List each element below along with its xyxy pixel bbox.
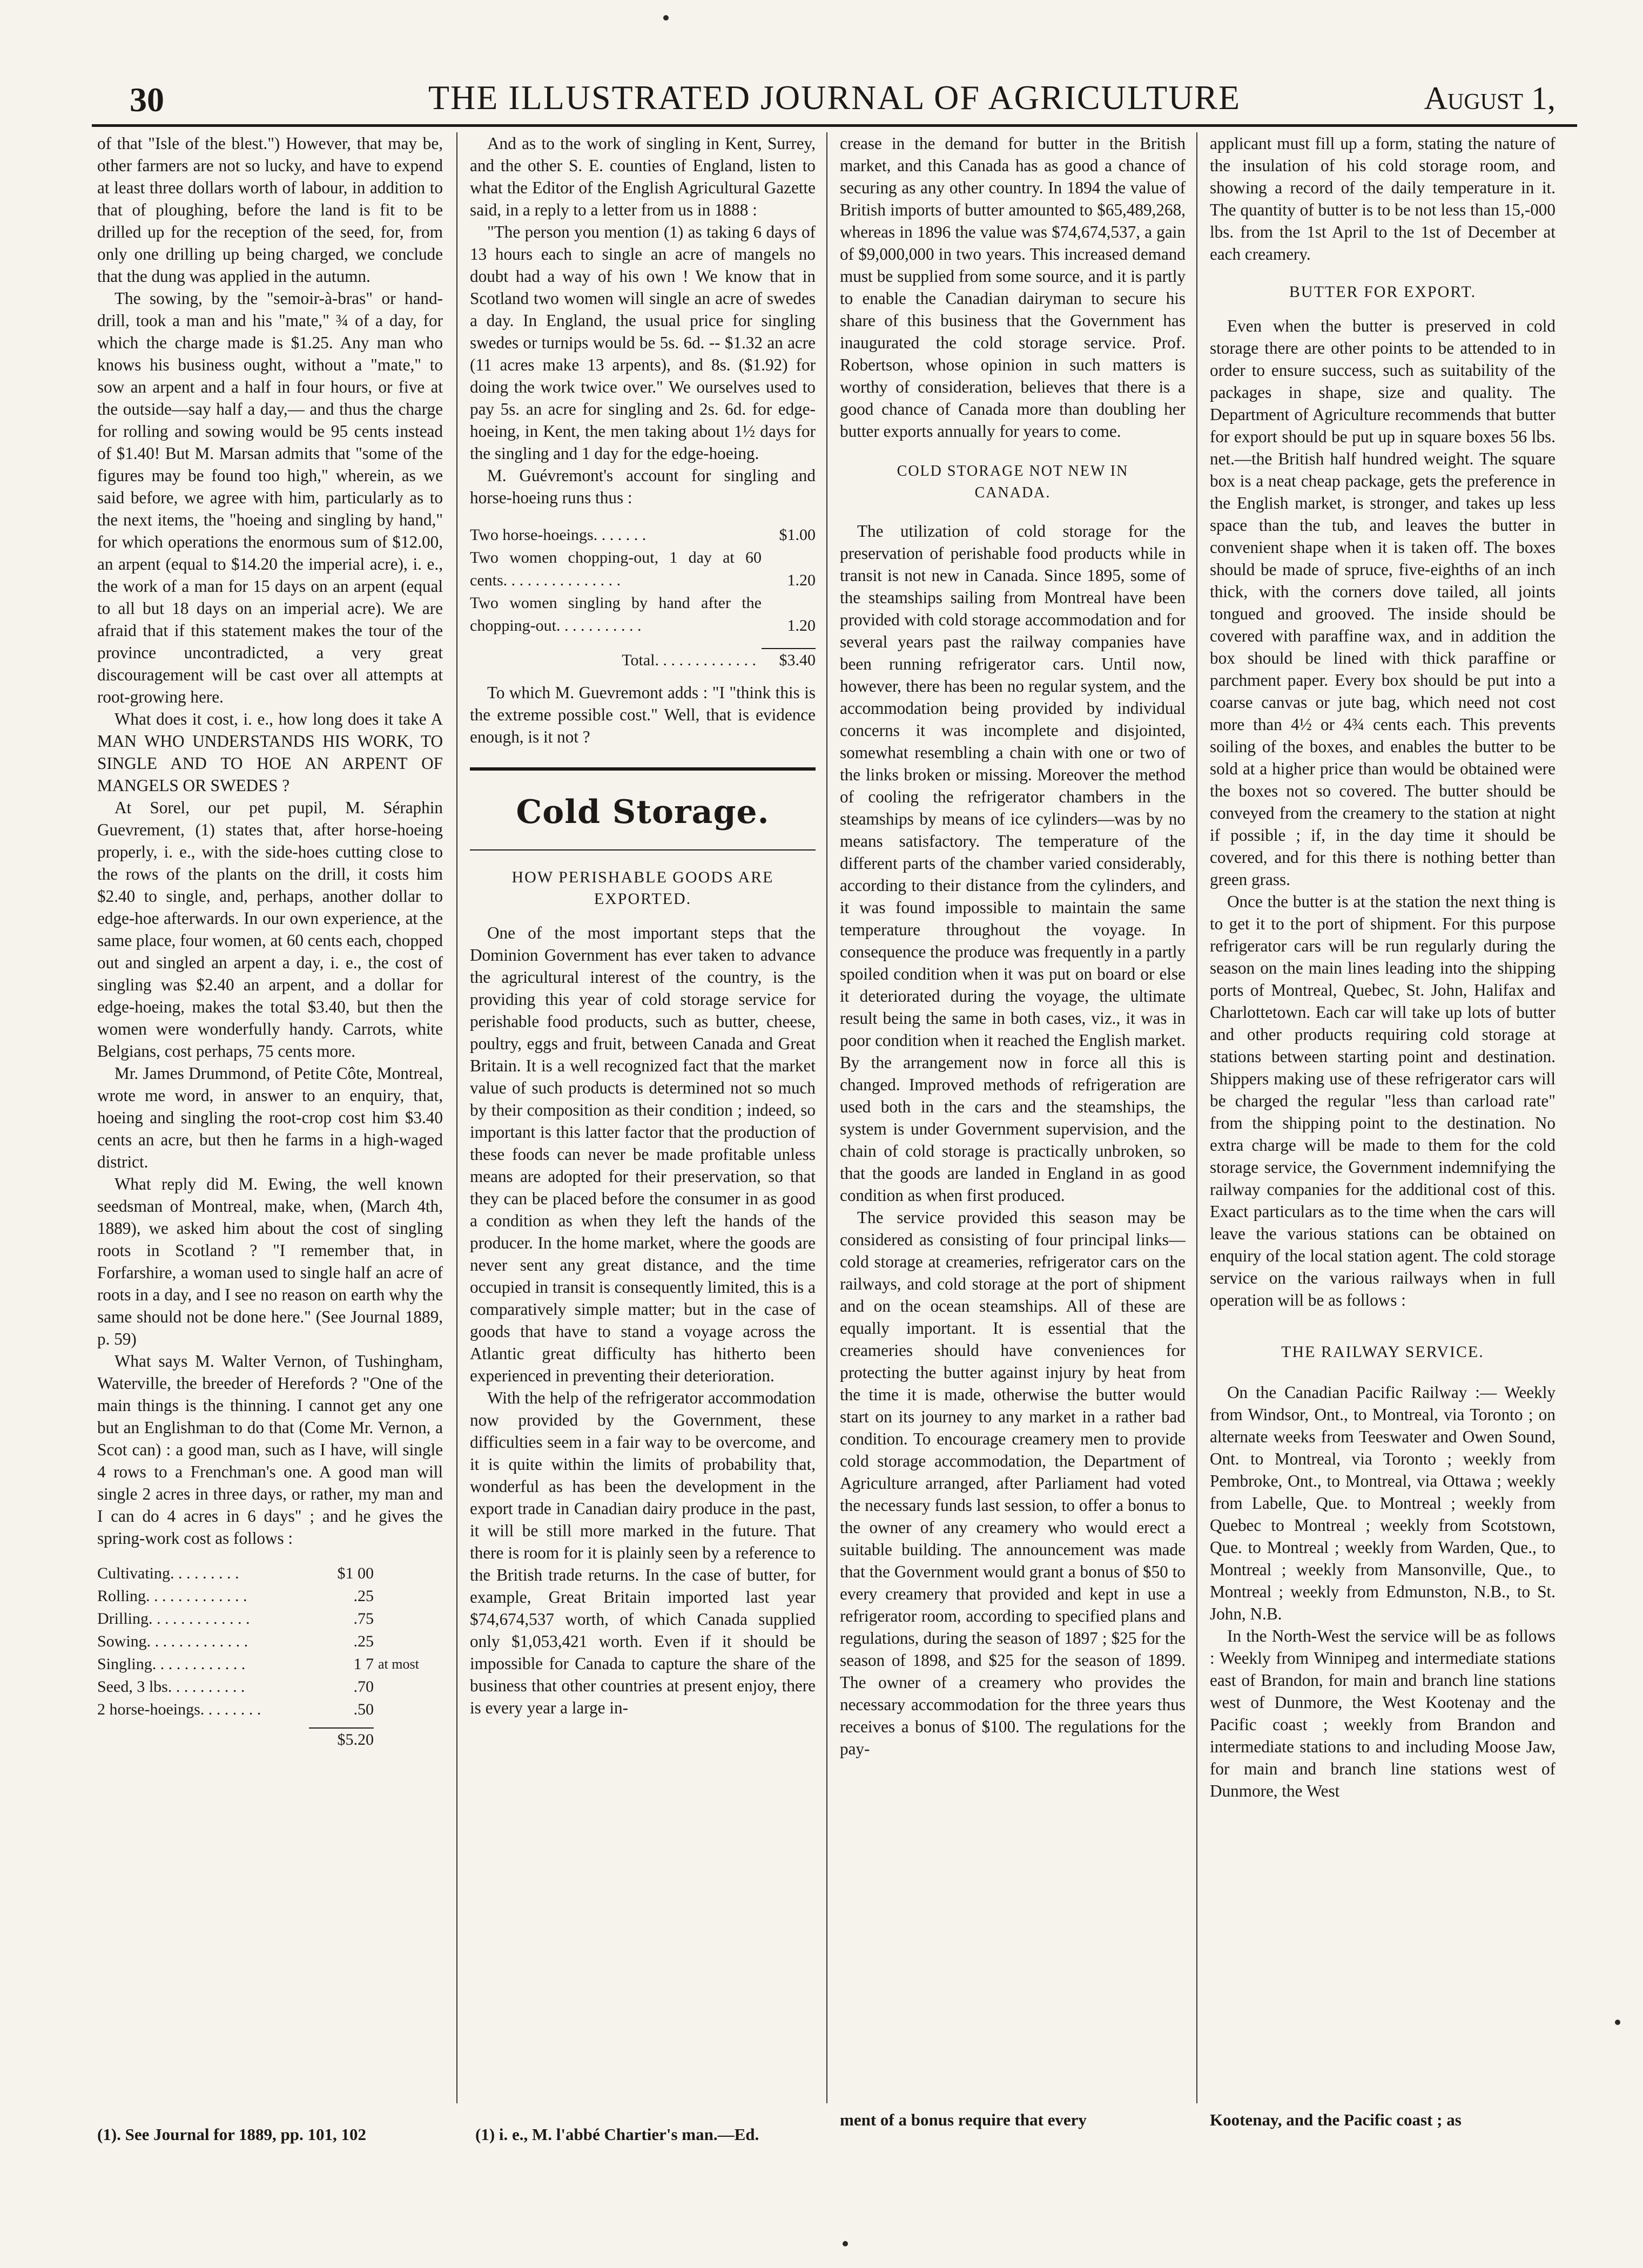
table-row	[97, 1653, 443, 1676]
table-row	[97, 1585, 443, 1608]
cost-note	[374, 1585, 443, 1608]
subhead: BUTTER FOR EXPORT.	[1289, 283, 1477, 301]
cost-item: Singling. . . . . . . . . . . .	[97, 1655, 246, 1673]
table-row	[470, 524, 816, 546]
cost-note	[374, 1608, 443, 1630]
table-row	[97, 1562, 443, 1585]
footnote: (1). See Journal for 1889, pp. 101, 102	[97, 2125, 367, 2144]
cost-item: Sowing. . . . . . . . . . . . .	[97, 1632, 248, 1650]
paragraph: applicant must fill up a form, stating the nature of the insulation of his cold storage room, and showing a record of the daily temperature in it. The quantity of butter is to be not less than 15,-000 lbs. from the 1st April to the 1st of December at each creamery.	[1210, 134, 1556, 264]
column-2	[470, 132, 816, 2103]
footnote: (1) i. e., M. l'abbé Chartier's man.—Ed.	[475, 2125, 759, 2144]
column-1	[97, 132, 443, 2103]
cost-amount: .25	[353, 1632, 374, 1650]
cost-total: $3.40	[779, 651, 816, 669]
paragraph: Once the butter is at the station the next thing is to get it to the port of shipment. For this purpose refrigerator cars will be run regularly during the season on the main lines leading into the shipping ports of Montreal, Quebec, St. John, Halifax and Charlottetown. Each car will take up lots of butter and other products requiring cold storage at stations between starting point and destination. Shippers making use of these refrigerator cars will be charged the regular "less than carload rate" from the shipping point to the destination. No extra charge will be made to them for the cold storage service, the Government indemnifying the railway companies for the additional cost of this. Exact particulars as to the time when the cars will leave the various stations can be obtained on enquiry of the local station agent. The cold storage service on the various railways when in full operation will be as follows :	[1210, 892, 1556, 1310]
cost-item: Seed, 3 lbs. . . . . . . . . .	[97, 1678, 245, 1696]
cost-note	[374, 1698, 443, 1721]
cost-item: Two horse-hoeings. . . . . . .	[470, 526, 647, 544]
paragraph: Mr. James Drummond, of Petite Côte, Montreal, wrote me word, in answer to an enquiry, that, hoeing and singling the root-crop cost him $3.40 cents an acre, but then he farms in a high-waged district.	[97, 1064, 443, 1171]
paragraph: The service provided this season may be considered as consisting of four principal links—cold storage at creameries, refrigerator cars on the railways, and cold storage at the port of shipment and on the ocean steamships. All of these are equally important. It is essential that the creameries should have conveniences for protecting the butter against injury by heat from the time it is made, otherwise the butter would start on its journey to any market in a rather bad condition. To encourage creamery men to provide cold storage accommodation, the Department of Agriculture arranged, after Parliament had voted the necessary funds last session, to offer a bonus to the owner of any creamery who would erect a suitable building. The announcement was made that the Government would grant a bonus of $50 to every creamery that provided and kept in use a refrigerator room, according to specified plans and regulations, during the season of 1897 ; $25 for the season of 1898, and $25 for the season of 1899. The owner of a creamery who provides the necessary accommodation for the three years thus receives a bonus of $100. The regulations for the pay-	[840, 1208, 1186, 1758]
paragraph: The sowing, by the "semoir-à-bras" or hand-drill, took a man and his "mate," ¾ of a day, for which the charge made is $1.25. Any man who knows his business ought, without a "mate," to sow an arpent and a half in four hours, or five at the outside—say half a day,— and thus the charge for rolling and sowing would be 95 cents instead of $1.40! But M. Marsan admits that "some of the figures may be found too high," wherein, as we said before, we agree with him, particularly as to the next items, the "hoeing and singling by hand," for which operations the enormous sum of $12.00, an arpent (equal to $14.20 the imperial acre), i. e., the work of a man for 15 days on an arpent (equal to all but 18 days on an imperial acre). We are afraid that if this statement makes the tour of the province uncontradicted, a very great discouragement will be cast over all attempts at root-growing here.	[97, 289, 443, 706]
journal-title: THE ILLUSTRATED JOURNAL OF AGRICULTURE	[428, 78, 1241, 117]
cost-amount: 1.20	[787, 617, 816, 634]
column-3-tail: ment of a bonus require that every	[840, 2110, 1087, 2129]
paragraph: What does it cost, i. e., how long does it take A MAN WHO UNDERSTANDS HIS WORK, TO SINGLE AND TO HOE AN ARPENT OF MANGELS OR SWEDES ?	[97, 710, 443, 795]
paragraph: of that "Isle of the blest.") However, that may be, other farmers are not so lucky, and have to expend at least three dollars worth of labour, in addition to that of ploughing, before the land is fit to be drilled up for the reception of the seed, for, from only one drilling up being charged, we conclude that the dung was applied in the autumn.	[97, 134, 443, 286]
cost-item: Cultivating. . . . . . . . .	[97, 1564, 239, 1582]
paragraph: At Sorel, our pet pupil, M. Séraphin Guevrement, (1) states that, after horse-hoeing properly, i. e., with the side-hoes cutting close to the rows of the plants on the drill, it costs him $2.40 to single, and, perhaps, another dollar to edge-hoe afterwards. In our own experience, at the same place, four women, at 60 cents each, chopped out and singled an arpent a day, i. e., the cost of singling was $2.40 an arpent, and a dollar for edge-hoeing, makes the total $3.40, but then the women were wonderfully handy. Carrots, white Belgians, cost perhaps, 75 cents more.	[97, 798, 443, 1061]
cost-item: Two women chopping-out, 1 day at 60 cents. . . . . . . . . . . . . . .	[470, 549, 762, 589]
paragraph: "The person you mention (1) as taking 6 days of 13 hours each to single an acre of mangels no doubt had a way of his own ! We know that in Scotland two women will single an acre of swedes a day. In England, the usual price for singling swedes or turnips would be 5s. 6d. -- $1.32 an acre (11 acres make 13 arpents), and 8s. ($1.92) for doing the work twice over." We ourselves used to pay 5s. an acre for singling and 2s. 6d. for edge-hoeing, in Kent, the men taking about 1½ days for the singling and 1 day for the edge-hoeing.	[470, 222, 816, 463]
table-row	[97, 1698, 443, 1721]
cost-amount: $1 00	[337, 1564, 374, 1582]
cost-amount: .75	[353, 1610, 374, 1628]
column-3	[840, 132, 1186, 2103]
subhead: THE RAILWAY SERVICE.	[1281, 1343, 1484, 1361]
column-4-tail: Kootenay, and the Pacific coast ; as	[1210, 2110, 1462, 2129]
divider	[470, 849, 816, 850]
table-row	[470, 592, 816, 637]
table-row	[470, 546, 816, 592]
cost-note: at most	[378, 1656, 419, 1672]
paragraph: One of the most important steps that the Dominion Government has ever taken to advance the agricultural interest of the country, is the providing this year of cold storage service for perishable food products, such as butter, cheese, poultry, eggs and fruit, between Canada and Great Britain. It is a well recognized fact that the market value of such products is determined not so much by their composition as their condition ; indeed, so important is this latter factor that the production of these foods can never be made profitable unless means are adopted for their preservation, so that they can be placed before the consumer in as good a condition as when they left the hands of the producer. In the home market, where the goods are never sent any great distance, and the time occupied in transit is consequently limited, this is a comparatively simple matter; but in the case of goods that have to stand a voyage across the Atlantic great difficulty has hitherto been experienced in preventing their deterioration.	[470, 923, 816, 1385]
cost-amount: $1.00	[779, 526, 816, 544]
paragraph: What reply did M. Ewing, the well known seedsman of Montreal, make, when, (March 4th, 1889), we asked him about the cost of singling roots in Scotland ? "I remember that, in Forfarshire, a woman used to single half an acre of roots in a day, and I see no reason on earth why the same should not be done here." (See Journal 1889, p. 59)	[97, 1174, 443, 1348]
sum-rule	[309, 1727, 374, 1729]
cost-item: 2 horse-hoeings. . . . . . . .	[97, 1700, 261, 1718]
section-divider	[470, 767, 816, 771]
paragraph: To which M. Guevremont adds : "I "think this is the extreme possible cost." Well, that is evidence enough, is it not ?	[470, 683, 816, 746]
cost-note	[374, 1676, 443, 1698]
total-label: Total. . . . . . . . . . . . .	[622, 651, 756, 669]
paragraph: With the help of the refrigerator accommodation now provided by the Government, these difficulties seem in a fair way to be overcome, and it is quite within the limits of probability that, wonderful as has been the development in the export trade in Canadian dairy produce in the past, it will be still more marked in the future. That there is room for it is plainly seen by a reference to the British trade returns. In the case of butter, for example, Great Britain imported last year $74,674,537 worth, of which Canada supplied only $1,053,421 worth. Even if it should be impossible for Canada to capture the share of the business that other countries at present enjoy, there is every year a large in-	[470, 1388, 816, 1717]
table-row	[97, 1608, 443, 1630]
column-rule	[826, 132, 827, 2103]
cost-amount: 1 7	[353, 1655, 374, 1673]
cost-total: $5.20	[337, 1731, 374, 1749]
cost-item: Rolling. . . . . . . . . . . . .	[97, 1587, 247, 1605]
section-title: Cold Storage.	[516, 793, 770, 831]
hoeing-cost-table	[470, 524, 816, 672]
paragraph: The utilization of cold storage for the preservation of perishable food products while in transit is not new in Canada. Since 1895, some of the steamships sailing from Montreal have been provided with cold storage accommodation and for several years past the railway companies have been running refrigerator cars. Until now, however, there has been no regular system, and the accommodation being provided by individual concerns it was incomplete and disjointed, somewhat resembling a chain with one or two of the links broken or missing. Moreover the method of cooling the refrigerator chambers in the steamships by means of ice cylinders—was by no means satisfactory. The temperature of the different parts of the chamber varied considerably, according to their distance from the cylinders, and it was found impossible to maintain the same temperature throughout the voyage. In consequence the produce was frequently in a partly spoiled condition when it was put on board or else it deteriorated during the voyage, the ultimate result being the same in both cases, viz., it was in poor condition when it reached the English market. By the arrangement now in force all this is changed. Improved methods of refrigeration are used both in the cars and the steamships, the system is under Government supervision, and the chain of cold storage is practically unbroken, so that the goods are landed in England in as good condition as when first produced.	[840, 522, 1186, 1205]
cost-amount: .70	[353, 1678, 374, 1696]
table-row	[97, 1630, 443, 1653]
paragraph: On the Canadian Pacific Railway :— Weekly from Windsor, Ont., to Montreal, via Toronto ; on alternate weeks from Teeswater and Owen Sound, Ont. to Montreal, via Toronto ; weekly from Pembroke, Ont., to Montreal, via Ottawa ; weekly from Labelle, Que. to Montreal ; weekly from Quebec to Montreal ; weekly from Scotstown, Que. to Montreal ; weekly from Warden, Que., to Montreal ; weekly from Mansonville, Que., to Montreal ; weekly from Edmunston, N.B., to St. John, N.B.	[1210, 1383, 1556, 1623]
cost-item: Two women singling by hand after the chopping-out. . . . . . . . . . .	[470, 594, 762, 634]
print-speck	[843, 2241, 848, 2246]
table-total-row	[470, 637, 816, 672]
cost-amount: .25	[353, 1587, 374, 1605]
paragraph: Even when the butter is preserved in cold storage there are other points to be attended to in order to ensure success, such as suitability of the packages in shape, size and quality. The Department of Agriculture recommends that butter for export should be put up in square boxes 56 lbs. net.—the British half hundred weight. The square box is a neat cheap package, gets the preference in the English market, is stronger, and takes up less space than the tub, and leaves the butter in convenient shape when it is taken off. The boxes should be made of spruce, five-eighths of an inch thick, with the corners dove tailed, all joints tongued and grooved. The inside should be covered with paraffine wax, and in addition the box should be lined with thick paraffine or parchment paper. Every box should be put into a coarse canvas or jute bag, which need not cost more than 4½ or 4¾ cents each. This prevents soiling of the boxes, and enables the butter to be sold at a higher price than would be obtained were the boxes not so covered. The butter should be conveyed from the creamery to the station at night if possible ; if, in the day time it should be covered, and for this there is nothing better than green grass.	[1210, 316, 1556, 889]
cost-amount: 1.20	[787, 571, 816, 589]
table-row	[97, 1676, 443, 1698]
print-speck	[663, 15, 669, 21]
cost-note	[374, 1630, 443, 1653]
page-header	[92, 76, 1577, 127]
cost-item: Drilling. . . . . . . . . . . . .	[97, 1610, 250, 1628]
page-number: 30	[130, 80, 164, 119]
print-speck	[1615, 2020, 1620, 2025]
column-rule	[456, 132, 457, 2103]
issue-date: August 1,	[1424, 80, 1556, 116]
sum-rule	[762, 648, 816, 649]
paragraph: What says M. Walter Vernon, of Tushingham, Waterville, the breeder of Herefords ? "One of the main things is the thinning. I cannot get any one but an Englishman to do that (Come Mr. Vernon, a Scot can) : a good man, such as I have, will single 4 rows to a Frenchman's one. A good man will single 2 acres in three days, or rather, my man and I can do 4 acres in 6 days" ; and he gives the spring-work cost as follows :	[97, 1352, 443, 1548]
paragraph: And as to the work of singling in Kent, Surrey, and the other S. E. counties of England, listen to what the Editor of the English Agricultural Gazette said, in a reply to a letter from us in 1888 :	[470, 134, 816, 219]
paragraph: M. Guévremont's account for singling and horse-hoeing runs thus :	[470, 466, 816, 507]
column-4	[1210, 132, 1556, 2103]
spring-work-cost-table	[97, 1562, 443, 1751]
paragraph: In the North-West the service will be as follows : Weekly from Winnipeg and intermediate stations east of Brandon, for main and branch line stations west of Dunmore, the West Kootenay and the Pacific coast ; weekly from Brandon and intermediate stations to and including Moose Jaw, for main and branch line stations west of Dunmore, the West	[1210, 1626, 1556, 1800]
paragraph: crease in the demand for butter in the British market, and this Canada has as good a chance of securing as any other country. In 1894 the value of British imports of butter amounted to $65,489,268, whereas in 1896 the value was $74,674,537, a gain of $9,000,000 in two years. This increased demand must be supplied from some source, and it is partly to enable the Canadian dairyman to secure his share of this business that the Government has inaugurated the cold storage service. Prof. Robertson, whose opinion in such matters is worthy of consideration, believes that there is a good chance of Canada more than doubling her butter exports annually for years to come.	[840, 134, 1186, 441]
cost-amount: .50	[353, 1700, 374, 1718]
cost-note	[374, 1562, 443, 1585]
table-total-row	[97, 1721, 443, 1751]
subhead: COLD STORAGE NOT NEW IN CANADA.	[897, 463, 1129, 501]
subhead: HOW PERISHABLE GOODS ARE EXPORTED.	[511, 868, 774, 908]
column-rule	[1196, 132, 1197, 2103]
